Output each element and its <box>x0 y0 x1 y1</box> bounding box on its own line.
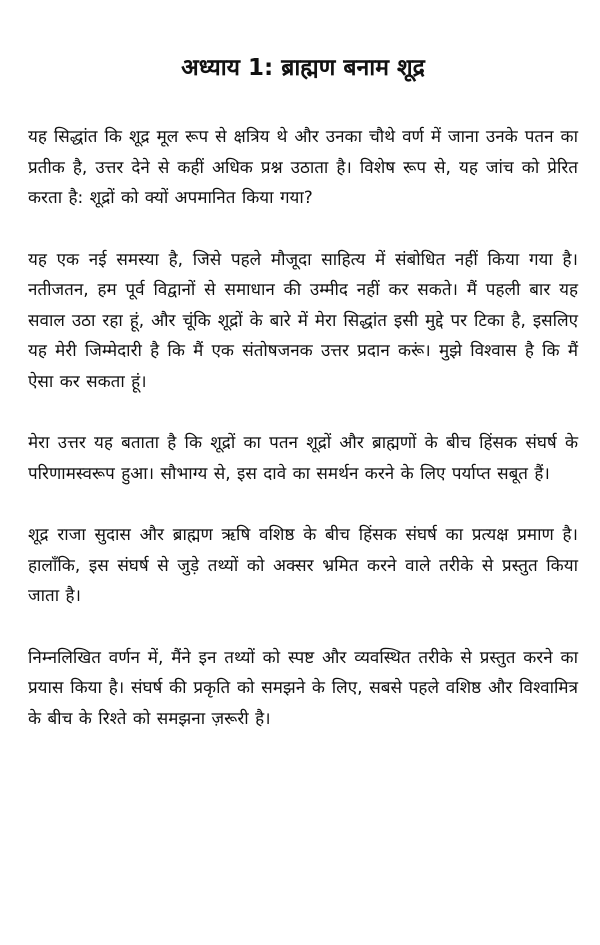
paragraph-4: शूद्र राजा सुदास और ब्राह्मण ऋषि वशिष्ठ के बीच हिंसक संघर्ष का प्रत्यक्ष प्रमाण है। हालाँकि, इस संघर्ष से जुड़े तथ्यों को अक्सर भ्रमित करने वाले तरीके से प्रस्तुत किया जाता है। <box>28 525 578 606</box>
paragraph-2: यह एक नई समस्या है, जिसे पहले मौजूदा साहित्य में संबोधित नहीं किया गया है। नतीजतन, हम पूर्व विद्वानों से समाधान की उम्मीद नहीं कर सकते। मैं पहली बार यह सवाल उठा रहा हूं, और चूंकि शूद्रों के बारे में मेरा सिद्धांत इसी मुद्दे पर टिका है, इसलिए यह मेरी जिम्मेदारी है कि मैं एक संतोषजनक उत्तर प्रदान करूं। मुझे विश्वास है कि मैं ऐसा कर सकता हूं। <box>28 249 578 392</box>
chapter-title: अध्याय 1: ब्राह्मण बनाम शूद्र <box>181 55 425 81</box>
paragraph-5: निम्नलिखित वर्णन में, मैंने इन तथ्यों को स्पष्ट और व्यवस्थित तरीके से प्रस्तुत करने का प्रयास किया है। संघर्ष की प्रकृति को समझने के लिए, सबसे पहले वशिष्ठ और विश्वामित्र के बीच के रिश्ते को समझना ज़रूरी है। <box>28 647 578 729</box>
paragraph-1: यह सिद्धांत कि शूद्र मूल रूप से क्षत्रिय थे और उनका चौथे वर्ण में जाना उनके पतन का प्रतीक है, उत्तर देने से कहीं अधिक प्रश्न उठाता है। विशेष रूप से, यह जांच को प्रेरित करता है: शूद्रों को क्यों अपमानित किया गया? <box>28 127 578 208</box>
paragraph-3: मेरा उत्तर यह बताता है कि शूद्रों का पतन शूद्रों और ब्राह्मणों के बीच हिंसक संघर्ष के परिणामस्वरूप हुआ। सौभाग्य से, इस दावे का समर्थन करने के लिए पर्याप्त सबूत हैं। <box>28 433 578 484</box>
